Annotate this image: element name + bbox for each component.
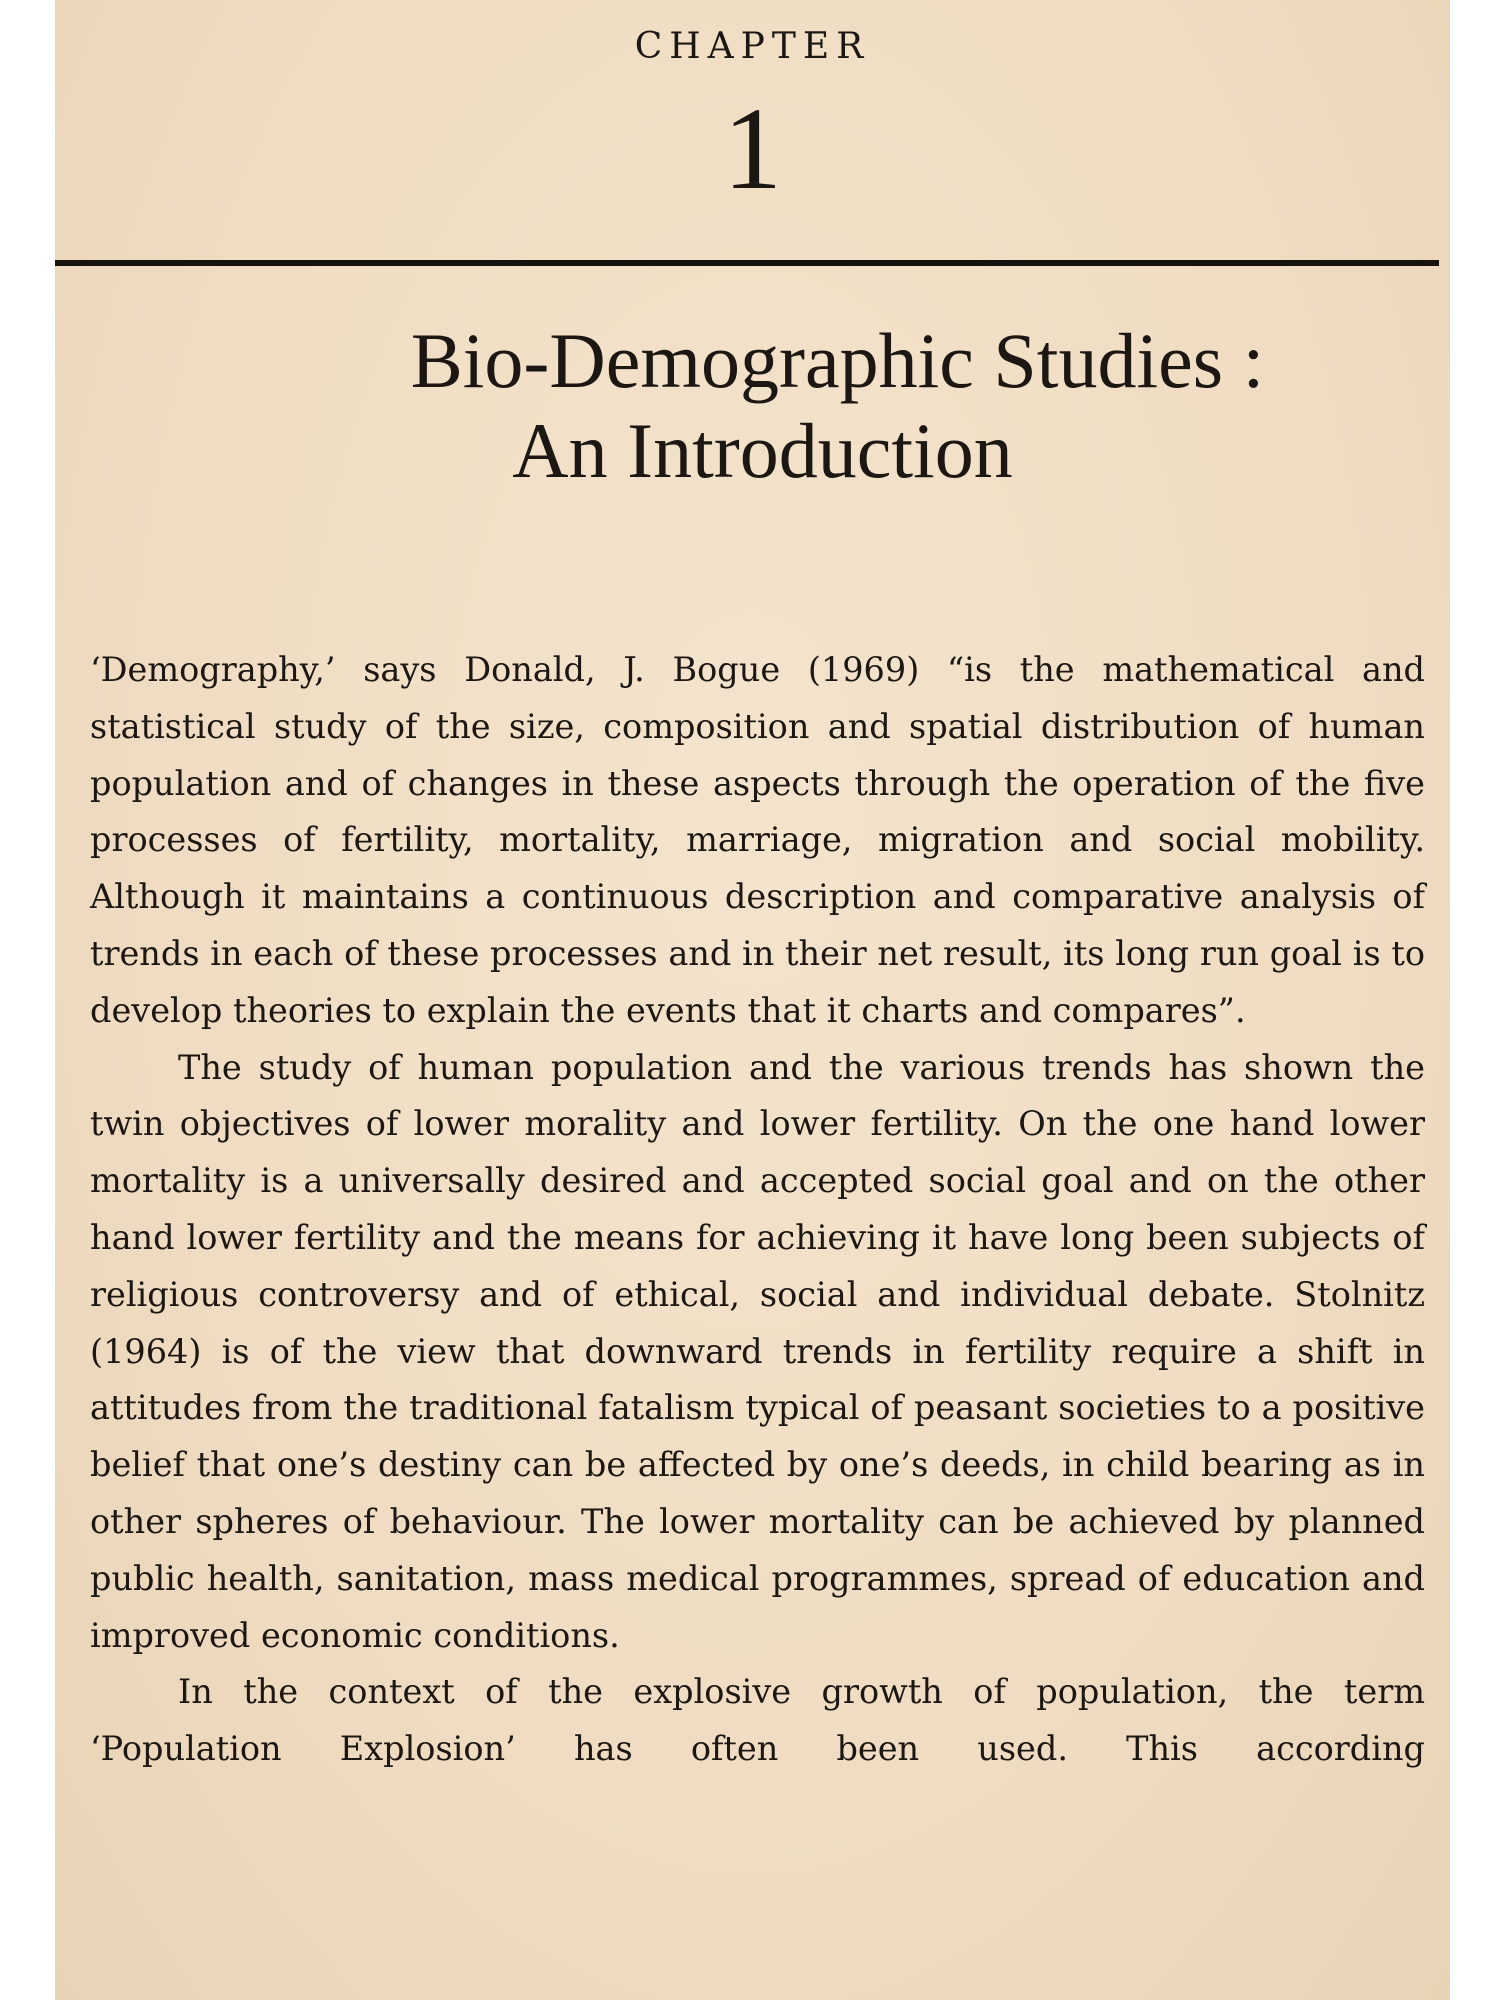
paragraph-3: In the context of the explosive growth of population, the term ‘Population Explosion’ has often been used. This according [90,1672,1425,1769]
book-page [55,0,1450,2000]
chapter-divider [55,260,1439,266]
chapter-title-line-2: An Introduction [512,407,1013,494]
paragraph-2: The study of human population and the various trends has shown the twin objectives of lower morality and lower fertility. On the one hand lower mortality is a universally desired and accepted social goal and on the other hand lower fertility and the means for achieving it have long been subjects of religious controversy and of ethical, social and individual debate. Stolnitz (1964) is of the view that downward trends in fertility require a shift in attitudes from the traditional fatalism typical of peasant societies to a positive belief that one’s destiny can be affected by one’s deeds, in child bearing as in other spheres of behaviour. The lower mortality can be achieved by planned public health, sanitation, mass medical programmes, spread of education and improved economic conditions. [90,1047,1425,1655]
paragraph-1: ‘Demography,’ says Donald, J. Bogue (1969) “is the mathematical and statistical study of the size, composition and spatial distribution of human population and of changes in these aspects through the operation of the five processes of fertility, mortality, marriage, migration and social mobility. Although it maintains a continuous description and comparative analysis of trends in each of these processes and in their net result, its long run goal is to develop theories to explain the events that it charts and compares”. [90,650,1425,1030]
chapter-title [55,316,1450,496]
chapter-label: CHAPTER [634,26,871,67]
chapter-number: 1 [723,83,782,214]
chapter-title-line-1: Bio-Demographic Studies : [410,317,1265,404]
body-text [90,642,1425,1778]
